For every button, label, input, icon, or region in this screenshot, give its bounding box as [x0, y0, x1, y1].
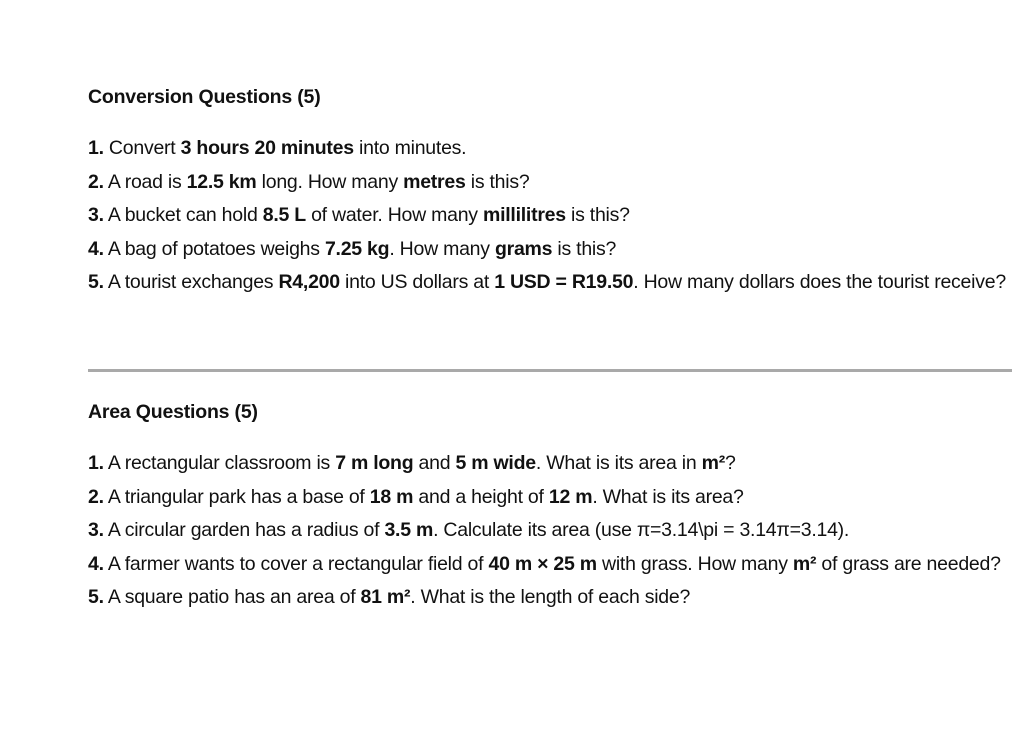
question-item: [88, 514, 1008, 548]
emphasis-text: 3.5 m: [384, 519, 434, 541]
question-text: A tourist exchanges: [103, 271, 279, 293]
question-text: is this?: [565, 204, 630, 226]
emphasis-text: R4,200: [278, 271, 340, 293]
emphasis-text: 18 m: [369, 485, 414, 508]
question-text: of grass are needed?: [816, 552, 1001, 575]
emphasis-text: grams: [494, 237, 553, 260]
question-text: A rectangular classroom is: [103, 452, 336, 474]
question-text: ?: [724, 452, 736, 474]
question-text: A bag of potatoes weighs: [103, 237, 325, 260]
emphasis-text: 8.5 L: [262, 204, 306, 226]
emphasis-text: m²: [792, 552, 817, 575]
question-item: [88, 233, 1008, 267]
question-item: [88, 481, 1008, 515]
emphasis-text: 12 m: [548, 485, 593, 508]
question-number: 5.: [88, 271, 104, 293]
conversion-question-list: [88, 132, 1008, 300]
emphasis-text: metres: [403, 170, 466, 193]
question-text: long. How many: [256, 170, 404, 193]
question-text: . What is the length of each side?: [410, 586, 691, 608]
emphasis-text: 1 USD = R19.50: [494, 271, 634, 293]
question-text: A bucket can hold: [103, 204, 263, 226]
question-number: 2.: [88, 485, 104, 508]
question-item: [88, 166, 1008, 200]
question-item: [88, 447, 1008, 481]
question-text: into US dollars at: [339, 271, 495, 293]
question-text: Convert: [103, 137, 181, 159]
question-text: into minutes.: [353, 137, 467, 159]
question-text: . What is its area in: [535, 452, 702, 474]
question-text: . What is its area?: [592, 485, 744, 508]
question-item: [88, 581, 1008, 615]
question-text: and: [413, 452, 456, 474]
question-text: is this?: [552, 237, 617, 260]
question-number: 4.: [88, 552, 104, 575]
question-number: 1.: [88, 452, 104, 474]
question-text: of water. How many: [305, 204, 483, 226]
emphasis-text: millilitres: [482, 204, 566, 226]
question-item: [88, 199, 1008, 233]
emphasis-text: 12.5 km: [186, 170, 257, 193]
emphasis-text: m²: [701, 452, 725, 474]
question-number: 3.: [88, 204, 104, 226]
question-text: . How many: [389, 237, 495, 260]
question-text: A square patio has an area of: [103, 586, 361, 608]
section-title-conversion: Conversion Questions (5): [88, 86, 321, 108]
question-item: [88, 548, 1008, 582]
question-number: 4.: [88, 237, 104, 260]
emphasis-text: 81 m²: [360, 586, 411, 608]
question-text: A road is: [103, 170, 187, 193]
question-item: [88, 266, 1008, 300]
question-text: A circular garden has a radius of: [103, 519, 385, 541]
question-number: 3.: [88, 519, 104, 541]
question-text: . How many dollars does the tourist receive?: [633, 271, 1006, 293]
question-number: 1.: [88, 137, 104, 159]
question-text: with grass. How many: [596, 552, 793, 575]
question-text: A triangular park has a base of: [103, 485, 370, 508]
emphasis-text: 40 m × 25 m: [488, 552, 597, 575]
emphasis-text: 7.25 kg: [324, 237, 390, 260]
question-text: . Calculate its area (use π=3.14\pi = 3.14π=3.14).: [433, 519, 850, 541]
question-text: is this?: [465, 170, 530, 193]
emphasis-text: 5 m wide: [455, 452, 536, 474]
question-text: and a height of: [413, 485, 549, 508]
question-number: 5.: [88, 586, 104, 608]
question-text: A farmer wants to cover a rectangular field of: [103, 552, 489, 575]
emphasis-text: 7 m long: [335, 452, 414, 474]
section-title-area: Area Questions (5): [88, 401, 258, 423]
emphasis-text: 3 hours 20 minutes: [180, 137, 354, 159]
area-question-list: [88, 447, 1008, 615]
question-number: 2.: [88, 170, 104, 193]
question-item: [88, 132, 1008, 166]
section-divider: [88, 369, 1012, 372]
